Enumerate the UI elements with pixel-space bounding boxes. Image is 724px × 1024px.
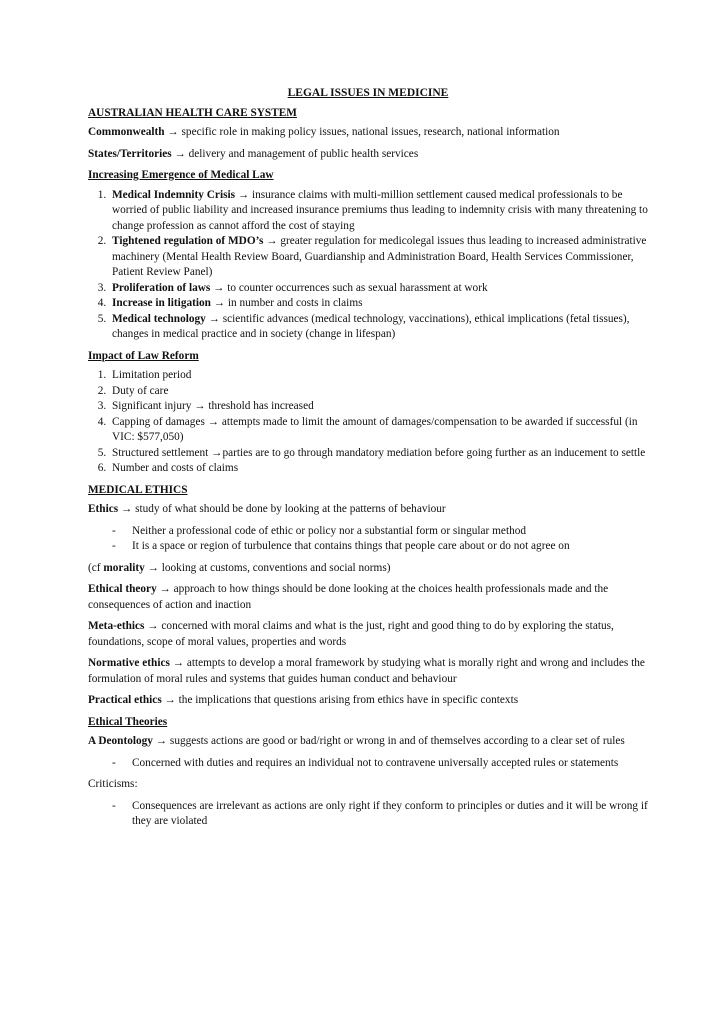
- emergence-list: [88, 188, 648, 343]
- reform-list: [88, 368, 648, 477]
- arrow-icon: →: [208, 312, 220, 325]
- list-item: [112, 524, 648, 540]
- arrow-icon: →: [211, 446, 223, 459]
- term: Practical ethics: [88, 694, 162, 706]
- term: Proliferation of laws: [112, 281, 211, 294]
- definition-text: delivery and management of public health services: [185, 147, 419, 160]
- morality-paragraph: [88, 561, 648, 577]
- arrow-icon: →: [167, 126, 179, 138]
- list-item: 2. Duty of care: [109, 384, 648, 400]
- definition-text: approach to how things should be done looking at the choices health professionals made and the consequences of action and inaction: [88, 583, 609, 611]
- definition-text: concerned with moral claims and what is the just, right and good thing to do by exploring the status, foundations, scope of moral values, properties and words: [88, 620, 614, 648]
- dash-bullet: -: [112, 540, 116, 552]
- item-text: Neither a professional code of ethic or policy nor a substantial form or singular method: [132, 524, 527, 537]
- item-text: parties are to go through mandatory mediation before going further as an inducement to settle: [222, 446, 646, 459]
- item-text: Consequences are irrelevant as actions are only right if they conform to principles or duties and it will be wrong if they are violated: [132, 799, 648, 827]
- list-item: [109, 399, 648, 415]
- list-item: [109, 188, 648, 235]
- definition-text: specific role in making policy issues, national issues, research, national information: [178, 126, 560, 138]
- arrow-icon: →: [159, 583, 171, 595]
- term: Commonwealth: [88, 126, 165, 138]
- item-text: It is a space or region of turbulence that contains things that people care about or do not agree on: [132, 540, 570, 552]
- list-item: [109, 312, 648, 343]
- definition-text: suggests actions are good or bad/right or wrong in and of themselves according to a clear set of rules: [167, 735, 625, 747]
- dash-bullet: -: [112, 756, 116, 769]
- criticisms-points: [88, 799, 648, 830]
- list-item: 6. Number and costs of claims: [109, 461, 648, 477]
- prefix-text: (cf: [88, 561, 104, 574]
- list-item: [112, 539, 648, 555]
- definition-text: the implications that questions arising from ethics have in specific contexts: [175, 694, 519, 706]
- term: Ethical theory: [88, 583, 157, 595]
- term: Meta-ethics: [88, 620, 145, 632]
- item-text: attempts made to limit the amount of damages/compensation to be awarded if successful (in VIC: $577,050): [112, 415, 638, 443]
- list-item: [109, 296, 648, 312]
- section-heading-law-reform: Impact of Law Reform: [88, 349, 199, 362]
- ethics-definition: [88, 502, 648, 518]
- term: Capping of damages: [112, 415, 205, 428]
- dash-bullet: -: [112, 799, 116, 812]
- arrow-icon: →: [266, 235, 278, 247]
- term: Medical Indemnity Crisis: [112, 188, 236, 201]
- list-item: [109, 446, 648, 462]
- term: Ethics: [88, 503, 119, 515]
- section-heading-medical-ethics: MEDICAL ETHICS: [88, 483, 188, 496]
- list-item: [112, 756, 648, 772]
- arrow-icon: →: [213, 281, 225, 294]
- list-item: [109, 415, 648, 446]
- term: Normative ethics: [88, 657, 170, 669]
- normative-ethics-paragraph: [88, 656, 648, 687]
- arrow-icon: →: [172, 657, 184, 669]
- term: Tightened regulation of MDO’s: [112, 235, 264, 247]
- item-text: to counter occurrences such as sexual harassment at work: [224, 281, 488, 294]
- item-text: in number and costs in claims: [225, 297, 363, 309]
- ethics-points: [88, 524, 648, 555]
- arrow-icon: →: [147, 561, 159, 574]
- arrow-icon: →: [194, 400, 206, 412]
- arrow-icon: →: [174, 147, 186, 160]
- section-heading-ethical-theories: Ethical Theories: [88, 715, 168, 728]
- arrow-icon: →: [120, 503, 133, 515]
- list-item: [109, 281, 648, 297]
- term: Structured settlement: [112, 446, 212, 459]
- definition-text: attempts to develop a moral framework by studying what is morally right and wrong and includes the formulation of moral rules and systems that guides human conduct and behaviour: [88, 657, 645, 685]
- practical-ethics-paragraph: [88, 693, 648, 709]
- list-item: [112, 799, 648, 830]
- term: States/Territories: [88, 147, 172, 160]
- arrow-icon: →: [237, 188, 250, 201]
- criticisms-label: Criticisms:: [88, 778, 138, 790]
- deontology-points: [88, 756, 648, 772]
- arrow-icon: →: [155, 735, 168, 747]
- dash-bullet: -: [112, 524, 116, 537]
- section-heading-health-care: AUSTRALIAN HEALTH CARE SYSTEM: [88, 106, 297, 119]
- term: Significant injury: [112, 400, 192, 412]
- section-heading-medical-law: Increasing Emergence of Medical Law: [88, 169, 274, 181]
- document-page: [88, 80, 648, 836]
- arrow-icon: →: [164, 694, 176, 706]
- commonwealth-paragraph: [88, 125, 648, 141]
- arrow-icon: →: [213, 297, 226, 309]
- item-text: scientific advances (medical technology, vaccinations), ethical implications (fetal tissues), changes in medical practice and in society (change in lifespan): [112, 312, 630, 340]
- term: Increase in litigation: [112, 297, 211, 309]
- term: Medical technology: [112, 312, 206, 325]
- deontology-paragraph: [88, 734, 648, 750]
- item-text: threshold has increased: [205, 400, 314, 412]
- term: A Deontology: [88, 735, 153, 747]
- arrow-icon: →: [207, 415, 219, 428]
- definition-text: study of what should be done by looking at the patterns of behaviour: [132, 503, 446, 515]
- item-text: Concerned with duties and requires an individual not to contravene universally accepted rules or statements: [132, 756, 619, 769]
- definition-text: looking at customs, conventions and social norms): [158, 561, 391, 574]
- page-title: LEGAL ISSUES IN MEDICINE: [287, 87, 449, 99]
- list-item: 1. Limitation period: [109, 368, 648, 384]
- list-item: [109, 234, 648, 281]
- ethical-theory-paragraph: [88, 582, 648, 613]
- item-text: insurance claims with multi-million settlement caused medical professionals to be worried of public liability and increased insurance premiums thus leading to indemnity crisis with many threatening to change profession as cannot afford the cost of staying: [112, 188, 648, 232]
- term: morality: [103, 561, 145, 574]
- states-paragraph: [88, 147, 648, 163]
- item-text: greater regulation for medicolegal issues thus leading to increased administrative machinery (Mental Health Review Board, Guardianship and Administration Board, Health Services Commissioner, Patient Review Panel): [112, 235, 647, 278]
- arrow-icon: →: [147, 620, 159, 632]
- meta-ethics-paragraph: [88, 619, 648, 650]
